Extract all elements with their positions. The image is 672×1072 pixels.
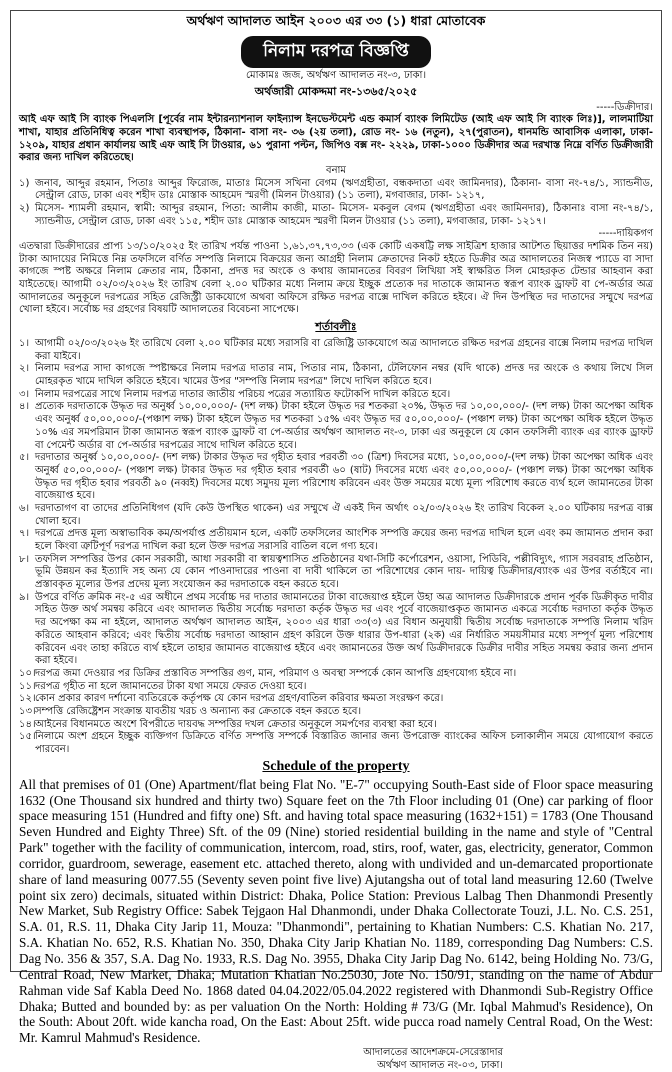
condition-number: ৭।: [19, 528, 30, 540]
schedule-title: Schedule of the property: [262, 758, 410, 774]
condition-text: প্রত্যেক দরদাতাকে উদ্ধৃত দর অনুর্ধ্ব ১০,০০,০০০/- (দশ লক্ষ) টাকা হইলে উদ্ধৃত দর শতকরা ২০%, উদ্ধৃত দর ১০,০০,০০০/- (দশ লক্ষ) টাকা অপেক্ষা অধিক এবং অনুর্ধ্ব ৫০,০০,০০০/-(পঞ্চাশ লক্ষ) টাকা হইলে উদ্ধৃত দর শতকরা ১৫% এবং উদ্ধৃত দর ৫০,০০,০০০/- (পঞ্চাশ লক্ষ) টাকা অপেক্ষা অধিক হইলে উদ্ধৃত ১০% এর সমপরিমান টাকা জামানত স্বরূপ ব্যাংক ড্রাফট বা পে-অর্ডার অর্থঋণ আদালত নং-৩, ঢাকা এর অনুকূলে যে কোন তফসিলী ব্যাংক এর ব্যাংক ড্রাফট বা পেমেন্ট অর্ডার বা পে-অর্ডার দরপত্রের সাথে দাখিল করিতে হবে।: [35, 401, 653, 451]
condition-text: দরপত্র জমা দেওয়ার পর ডিক্রির প্রস্তাবিত সম্পত্তির গুণ, মান, পরিমাণ ও অবস্থা সম্পর্কে কোন আপত্তি গ্রহণযোগ্য হইবে না।: [35, 667, 517, 679]
debtor-number: ২): [19, 202, 30, 214]
debtor-number: ১): [19, 177, 30, 189]
condition-item: [19, 401, 653, 452]
condition-item: [19, 693, 653, 706]
debtor-list: [19, 178, 653, 229]
condition-text: কোন প্রকার কারণ দর্শানো ব্যতিরেকে কর্তৃপক্ষ যে কোন দরপত্র গ্রহণ/বাতিল করিবার ক্ষমতা সংরক্ষণ করে।: [35, 693, 444, 705]
condition-number: ১১।: [19, 680, 36, 692]
condition-item: [19, 338, 653, 363]
condition-number: ৩।: [19, 388, 30, 400]
debtor-text: মিসেস- শ্যামলী রহমান, স্বামী: আব্দুর রহমান, পিতা: আলীম কাজী, মাতা- মিসেস- মকবুল বেগম (ঋণগ্রহীতা এবং জামিনদার), ঠিকানাঃ বাসা নং-৭৪/১, স্যান্ডনীড, সেন্ট্রাল রোড, ঢাকা এবং ১১৫, শহীদ ডাঃ মোস্তাক আহমেদ স্মরণী মিলন টাওয়ার (১১ তলা), মগবাজার, ঢাকা- ১২১৭।: [35, 202, 653, 227]
condition-item: [19, 668, 653, 681]
versus-label: বনাম: [326, 164, 346, 176]
condition-item: [19, 554, 653, 592]
condition-number: ২।: [19, 363, 30, 375]
signature-block: [19, 1046, 653, 1072]
condition-text: দরপত্র গৃহীত না হলে জামানতের টাকা যথা সময়ে ফেরত দেওয়া হবে।: [35, 680, 307, 692]
condition-item: [19, 363, 653, 388]
conditions-title: শর্তাবলীঃ: [315, 320, 357, 333]
condition-item: [19, 731, 653, 756]
signature-line-1: আদালতের আদেশক্রমে-সেরেস্তাদার: [363, 1047, 503, 1059]
condition-item: [19, 452, 653, 503]
condition-text: দরপত্রে প্রদত্ত মূল্য অস্বাভাবিক কম/অপর্যাপ্ত প্রতীয়মান হলে, একটি তফসিলের আংশিক সম্পত্তি ক্রয়ের জন্য দরপত্র দাখিল হলে এবং কম জামানত প্রদান করা হলে কিংবা ত্রুটিপূর্ণ দরপত্র দাখিল করা হলে উক্ত দরপত্র সরাসরি বাতিল বলে গণ্য হবে।: [35, 528, 653, 552]
condition-text: দরদাতার অনুর্ধ্ব ১০,০০,০০০/- (দশ লক্ষ) টাকার উদ্ধৃত দর গৃহীত হবার পরবর্তী ৩০ (ত্রিশ) দিবসের মধ্যে, ১০,০০,০০০/-(দশ লক্ষ) টাকা অপেক্ষা অধিক এবং অনুর্ধ্ব ৫০,০০,০০০/- (পঞ্চাশ লক্ষ) টাকার উদ্ধৃত দর গৃহীত হবার পরবর্তী ৬০ (ষাট) দিবসের মধ্যে এবং ৫০,০০,০০০/- (পঞ্চাশ লক্ষ) টাকা অপেক্ষা অধিক উদ্ধৃত দর গৃহীত হবার পরবর্তী ৯০ (নব্বই) দিবসের মধ্যে সমুদয় মূল্য পরিশোধ করিবেন এবং উক্ত সময়ের মধ্যে মূল্য পরিশোধ করতে ব্যর্থ হলে জামানতের টাকা বাজেয়াপ্ত হবে।: [35, 452, 653, 502]
condition-text: সম্পত্তি রেজিষ্ট্রেশন সংক্রান্ত যাবতীয় খরচ ও অন্যান্য কর ক্রেতাকে বহন করতে হবে।: [35, 705, 362, 717]
condition-text: তফসিল সম্পত্তির উপর কোন সরকারী, আধা সরকারী বা স্বায়ত্বশাসিত প্রতিষ্ঠানের যথা-সিটি কর্পোরেশন, ওয়াসা, পিডিবি, পল্লীবিদ্যুৎ, গ্যাস সরবরাহ প্রতিষ্ঠান, ভূমি উন্নয়ন কর ইত্যাদি সহ অন্য যে কোন পাওনাদারের পাওনা বা দাবী থাকিলে তা পরিশোধের কোন দায়- দায়িত্ব ডিক্রীদার/ব্যাংক এর উপর বর্তাইবে না। প্রস্তাবকৃত মূল্যের উপর প্রদেয় মূল্য সংযোজন কর দরদাতাকে বহন করতে হবে।: [35, 553, 653, 591]
condition-number: ৯।: [19, 591, 30, 603]
condition-number: ৪।: [19, 401, 30, 413]
debtor-item: [19, 203, 653, 228]
conditions-list: [19, 338, 653, 757]
condition-text: উপরে বর্ণিত ক্রমিক নং-৫ এর অধীনে প্রথম সর্বোচ্চ দর দাতার জামানতের টাকা বাজেয়াপ্ত হইলে উহা অত্র আদালত ডিক্রীদারকে প্রদান পূর্বক ডিক্রীকৃত দাবীর সহিত উক্ত অর্থ সমন্বয় করিবে এবং আদালত দ্বিতীয় সর্বোচ্চ দরদাতা কর্তৃক উদ্ধৃত দর এবং পূর্বে বাজেয়াপ্তকৃত জামানত একত্রে সর্বোচ্চ দরদাতা কর্তৃক উদ্ধৃত দর অপেক্ষা কম না হইলে, আদালত অর্থঋণ আদালত আইন, ২০০৩ এর ধারা ৩৩(৩) এর বিধান অনুযায়ী দ্বিতীয় সর্বোচ্চ দরদাতাকে সম্পত্তি নিলাম খরিদ করিতে আহবান করিবে; এবং দ্বিতীয় সর্বোচ্চ দরদাতা আহ্বান গ্রহণ করিলে উক্ত ধারার উপ-ধারা (২ক) এর নির্ধারিত সময়সীমার মধ্যে সম্পূর্ণ মূল্য পরিশোধ করিবেন এবং তাহা করিতে ব্যর্থ হইলে তাহার জামানত বাজেয়াপ্ত হইবে এবং জামানতের উক্ত অর্থ ডিক্রীদারকে ডিক্রীর দাবীর সহিত সমন্বয় করার জন্য প্রদান করা হইবে।: [35, 591, 653, 667]
decree-holder-tag: -----ডিক্রীদার।: [596, 101, 653, 113]
banner: [19, 36, 653, 68]
condition-text: নিলামে অংশ গ্রহনে ইচ্ছুক ব্যক্তিগণ ডিক্রিতে বর্ণিত সম্পত্তি সম্পর্কে বিস্তারিত জানার জন্য উপরোক্ত ব্যাংকের অফিস চলাকালীন সময়ে যোগাযোগ করতে পারবেন।: [35, 731, 653, 755]
condition-number: ১০।: [19, 667, 36, 679]
signature-line-2: অর্থঋণ আদালত নং-০৩, ঢাকা।: [377, 1060, 503, 1072]
law-reference-heading: অর্থঋণ আদালত আইন ২০০৩ এর ৩৩ (১) ধারা মোতাবেক: [186, 13, 486, 28]
condition-number: ৫।: [19, 452, 30, 464]
condition-text: আগামী ০২/০৩/২০২৬ ইং তারিখে বেলা ২.০০ ঘটিকার মধ্যে সরাসরি বা রেজিষ্ট্রি ডাকযোগে অত্র আদালতে রক্ষিত দরপত্র গ্রহনের বাক্সে নিলাম দরপত্র দাখিল করা যাইবে।: [35, 338, 653, 362]
condition-text: দরদাতাগণ বা তাদের প্রতিনিধিগণ (যদি কেউ উপস্থিত থাকেন) এর সম্মুখে ঐ একই দিন অর্থাৎ ০২/০৩/২০২৬ ইং তারিখ বিকেল ২.০০ ঘটিকায় দরপত্র বাক্স খোলা হবে।: [35, 502, 653, 527]
condition-item: [19, 528, 653, 553]
bank-description: আই এফ আই সি ব্যাংক পিএলসি [পূর্বের নাম ইন্টারন্যাশনাল ফাইন্যান্স ইনভেস্টমেন্ট এন্ড কমার্স ব্যাংক লিমিটেড (আই এফ আই সি ব্যাংক লিঃ)], লালমাটিয়া শাখা, যাহার প্রতিনিধিত্ব করেন শাখা ব্যবস্থাপক, ঠিকানা- বাসা নং- ৩৬ (২য় তলা), রোড নং- ১৬ (নতুন), ২৭(পুরাতন), ধানমন্ডি আবাসিক এলাকা, ঢাকা- ১২০৯, যাহার প্রধান কার্যালয় আই এফ আই সি টাওয়ার, ৬১ পুরানা পল্টন, জিপিও বক্স নং- ২২২৯, ঢাকা-১০০০ ডিক্রীদার অত্র দরখাস্ত নিম্নে বর্ণিত ডিক্রীজারী করার জন্য দাখিল করিতেছে।: [19, 114, 653, 164]
condition-item: [19, 389, 653, 402]
condition-number: ৮।: [19, 553, 30, 565]
debtor-text: জনাব, আব্দুর রহমান, পিতাঃ আব্দুর ফিরোজ, মাতাঃ মিসেস সখিনা বেগম (ঋণগ্রহীতা, বন্ধকদাতা এবং জামিনদার), ঠিকানা- বাসা নং-৭৪/১, স্যান্ডনীড, সেন্ট্রাল রোড, ঢাকা এবং শহীদ ডাঃ মোস্তাক আহমেদ স্মরণী (মিলন টাওয়ার) (১১ তলা), মগবাজার, ঢাকা- ১২১৭,: [35, 177, 653, 202]
condition-number: ৬।: [19, 502, 30, 514]
condition-text: আইনের বিধানমতে অংশে বিপরীতে দায়বদ্ধ সম্পত্তির দখল ক্রেতার অনুকূলে সমর্পণের ব্যবস্থা করা হবে।: [35, 718, 437, 730]
condition-item: [19, 503, 653, 528]
intro-paragraph: এতদ্বারা ডিক্রীদারের প্রাপ্য ১৩/১০/২০২৫ ইং তারিখ পর্যন্ত পাওনা ১,৬১,৩৭,৭৩,৩৩ (এক কোটি একষট্টি লক্ষ সাইত্রিশ হাজার আটশত ছিয়াত্তর দশমিক তিন নয়) টাকা আদায়ের নিমিত্তে নিম্ন তফসিলে বর্ণিত সম্পত্তি নিলামে বিক্রয়ের জন্য আগ্রহী নিলাম ক্রেতাদের নিকট হইতে ডিক্রীর অত্র আদালতের নিজস্ব প্যাডে বা সাদা কাগজে স্পষ্ট অক্ষরে নিলাম ক্রেতার নাম, ঠিকানা, প্রদত্ত দর অংকে ও কথায় জামানতের বিবরণ লিখিয়া সই স্বাক্ষরিত সিল মোহরকৃত টেন্ডার আহবান করা যাইতেছে। আগামী ০২/০৩/২০২৬ ইং তারিখ বেলা ২.০০ ঘটিকার মধ্যে নিলাম ক্রয়ে ইচ্ছুক প্রত্যেক দর দাতাকে জামানত স্বরূপ ব্যাংক ড্রাফট বা পে-অর্ডার অত্র আদালতের অনুকূলে দরপত্রের সহিত রেজিস্ট্রী ডাকযোগে অথবা অফিসে রক্ষিত দরপত্র বাক্সে দাখিল করিতে হইবে। ঐ দিন উপস্থিত দর দাতাদের সম্মুখে দরপত্র খোলা হইবে। সর্বোচ্চ দর গ্রহণের বিষয়টি আদালতের বিবেচনা সাপেক্ষে।: [19, 240, 653, 316]
condition-number: ১৪।: [19, 718, 36, 730]
notice-title: নিলাম দরপত্র বিজ্ঞপ্তি: [241, 36, 431, 68]
condition-text: নিলাম দরপত্র সাদা কাগজে স্পষ্টাক্ষরে নিলাম দরপত্র দাতার নাম, পিতার নাম, ঠিকানা, টেলিফোন নম্বর (যদি থাকে) প্রদত্ত দর অংকে ও কথায় লিখে সিল মোহরকৃত খামে দাখিল করিতে হইবে। খামের উপর "সম্পত্তি নিলাম দরপত্র" লিখে দাখিল করিতে হবে।: [35, 363, 653, 388]
court-line: মোকামঃ জজ, অর্থঋণ আদালত নং-৩, ঢাকা।: [245, 70, 427, 81]
condition-number: ১৫।: [19, 731, 36, 743]
condition-item: [19, 719, 653, 732]
debtor-item: [19, 178, 653, 203]
condition-number: ১২।: [19, 693, 36, 705]
condition-number: ১৩।: [19, 705, 36, 717]
case-number: অর্থজারী মোকদ্দমা নং-১৩৬৫/২০২৫: [254, 84, 418, 98]
notice-page: [10, 10, 662, 1072]
condition-item: [19, 681, 653, 694]
condition-text: নিলাম দরপত্রের সাথে নিলাম দরপত্র দাতার জাতীয় পরিচয় পত্রের সত্যায়িত ফটোকপি দাখিল করিতে হবে।: [35, 388, 451, 400]
schedule-text: All that premises of 01 (One) Apartment/flat being Flat No. "E-7" occupying South-East side of Floor space measuring 1632 (One Thousand six hundred and thirty two) Square feet on the 7th Floor including 01 (One) car parking of floor space measuring 151 (Hundred and fifty one) Sft. and having total space measuring (1632+151) = 1783 (One Thousand Seven Hundred and Eighty Three) Sft. of the 09 (Nine) storied residential building in the name and style of "Central Park" together with the facility of communication, intercom, road, stirs, roof, water, gas, electricity, generator, Common corridor, guardroom, sewerage, easement etc. attached thereto, along with undivided and un-demarcated proportionate share of land measuring 0077.55 (Seventy seven point five live) Ajutangsha out of total land measuring 12.60 (Twelve point six zero) decimals, situated within District: Dhaka, Police Station: Previous Lalbag Then Dhanmondi Presently New Market, Sub Registry Office: Sabek Tejgaon Hal Dhanmondi, under Dhaka Collectorate Touzi, J.L. No. C.S. 251, S.A. 01, R.S. 11, Dhaka City Jarip 11, Mouza: "Dhanmondi", pertaining to Khatian Numbers: C.S. Khatian No. 217, S.A. Khatian No. 652, R.S. Khatian No. 350, Dhaka City Jarip Khatian No. 1189, corresponding Dag Numbers: C.S. Dag No. 356 & 357, S.A. Dag No. 1933, R.S. Dag No. 3955, Dhaka City Jarip Dag No. 6142, being Holding No. 73/G, Central Road, New Market, Dhaka; Mutation Khatian No.25030, Jote No. 150/91, standing on the name of Abdur Rahman vide Saf Kabla Deed No. 1868 dated 04.04.2022/05.04.2022 registered with Dhanmondi Sub-Registry Office Dhaka; Butted and bounded by: as per valuation On the North: Holding # 73/G (Mr. Iqbal Mahmud's Residence), On the South: About 20ft. wide kancha road, On the East: About 25ft. wide pucca road namely Central Road, On the West: Mr. Kamrul Mahmud's Residence.: [19, 776, 653, 1046]
condition-item: [19, 706, 653, 719]
condition-number: ১।: [19, 338, 30, 349]
debtor-tag: -----দায়িকগণ: [598, 228, 653, 240]
condition-item: [19, 592, 653, 668]
